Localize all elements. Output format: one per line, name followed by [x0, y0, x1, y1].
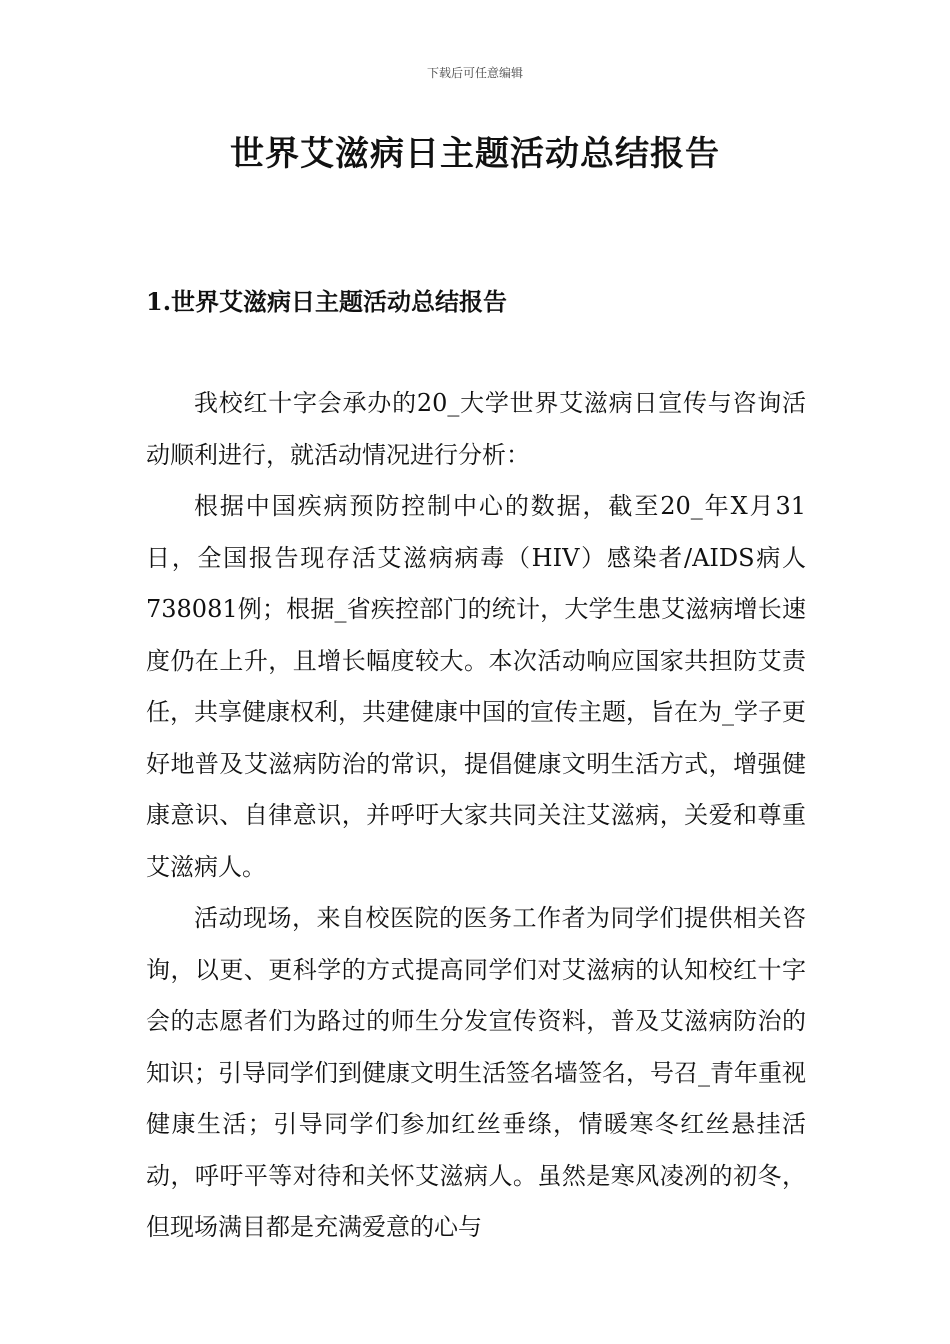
- paragraph-background: 根据中国疾病预防控制中心的数据，截至20_年X月31日，全国报告现存活艾滋病病毒（HIV）感染者/AIDS病人738081例；根据_省疾控部门的统计，大学生患艾滋病增长速度仍在上升，且增长幅度较大。本次活动响应国家共担防艾责任，共享健康权利，共建健康中国的宣传主题，旨在为_学子更好地普及艾滋病防治的常识，提倡健康文明生活方式，增强健康意识、自律意识，并呼吁大家共同关注艾滋病，关爱和尊重艾滋病人。: [146, 492, 806, 881]
- header-note: 下载后可任意编辑: [426, 66, 523, 80]
- paragraph-intro: 我校红十字会承办的20_大学世界艾滋病日宣传与咨询活动顺利进行，就活动情况进行分析：: [146, 389, 806, 469]
- paragraph-activity: 活动现场，来自校医院的医务工作者为同学们提供相关咨询，以更、更科学的方式提高同学们对艾滋病的认知校红十字会的志愿者们为路过的师生分发宣传资料，普及艾滋病防治的知识；引导同学们到健康文明生活签名墙签名，号召_青年重视健康生活；引导同学们参加红丝垂绦，情暖寒冬红丝悬挂活动，呼吁平等对待和关怀艾滋病人。虽然是寒风凌冽的初冬，但现场满目都是充满爱意的心与: [146, 904, 806, 1241]
- document-body: [146, 378, 806, 1254]
- section-heading: 1.世界艾滋病日主题活动总结报告: [146, 287, 508, 316]
- document-title: 世界艾滋病日主题活动总结报告: [230, 134, 720, 174]
